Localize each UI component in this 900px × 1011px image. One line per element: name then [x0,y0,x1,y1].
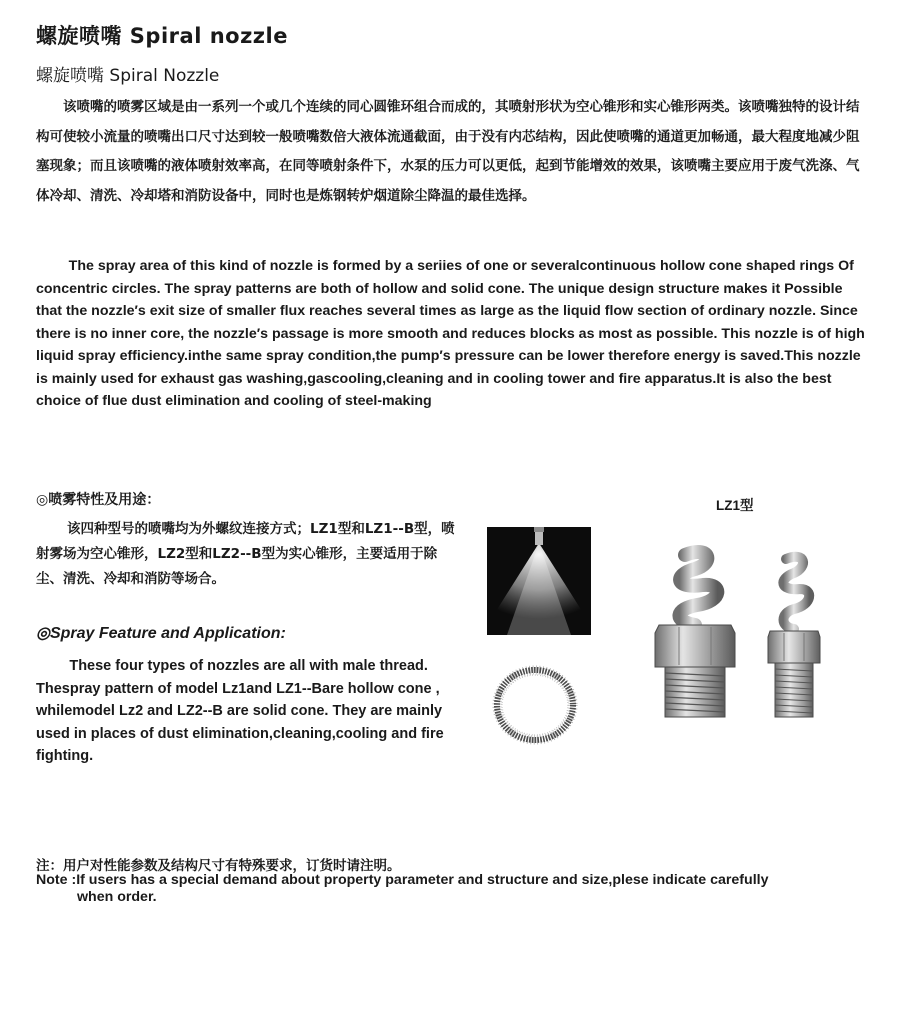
note-en-line2: when order. [77,888,157,905]
feature-paragraph-en: These four types of nozzles are all with male thread. Thespray pattern of model Lz1and LZ1--Bare hollow cone , whilemodel Lz2 and LZ2--B are solid cone. They are mainly used in places of dust elimination,cleaning,cooling and fire fighting. [36,658,444,764]
note-cn: 注：用户对性能参数及结构尺寸有特殊要求，订货时请注明。 [36,858,401,874]
page-subtitle: 螺旋喷嘴 Spiral Nozzle [36,66,220,86]
feature-paragraph-cn: 该四种型号的喷嘴均为外螺纹连接方式；LZ1型和LZ1--B型，喷射雾场为空心锥形，LZ2型和LZ2--B型为实心锥形，主要适用于除尘、清洗、冷却和消防等场合。 [36,521,455,587]
intro-paragraph-en: The spray area of this kind of nozzle is formed by a seriies of one or severalcontinuous hollow cone shaped rings Of concentric circles. The spray patterns are both of hollow and solid cone. The unique design structure makes it Possible that the nozzle′s exit size of smaller flux reaches several times as large as the liquid flow section of ordinary nozzle. Since there is no inner core, the nozzle′s passage is more smooth and reduces blocks as most as possible. This nozzle is of high liquid spray efficiency.inthe same spray condition,the pump′s pressure can be lower therefore energy is saved.This nozzle is mainly used for exhaust gas washing,gascooling,cleaning and in cooling tower and fire apparatus.It is also the best choice of flue dust elimination and cooling of steel-making [36,258,865,409]
note-en-line1: Note :If users has a special demand about property parameter and structure and size,plese indicate carefully [36,872,769,888]
model-label: LZ1型 [716,498,754,513]
feature-heading-cn: ◎喷雾特性及用途： [36,492,161,508]
spiral-nozzle-large [645,545,745,725]
spiral-nozzle-small [762,545,826,725]
intro-paragraph-cn: 该喷嘴的喷雾区域是由一系列一个或几个连续的同心圆锥环组合而成的，其喷射形状为空心锥形和实心锥形两类。该喷嘴独特的设计结构可使较小流量的喷嘴出口尺寸达到较一般喷嘴数倍大液体流通截面，由于没有内芯结构，因此使喷嘴的通道更加畅通，最大程度地减少阻塞现象；而且该喷嘴的液体喷射效率高，在同等喷射条件下，水泵的压力可以更低，起到节能增效的效果，该喷嘴主要应用于废气洗涤、气体冷却、清洗、冷却塔和消防设备中，同时也是炼钢转炉烟道除尘降温的最佳选择。 [36,99,860,204]
feature-heading-en: ◎Spray Feature and Application: [36,625,286,642]
spray-cone-photo [487,527,591,635]
spray-ring-pattern [488,660,582,750]
note-en [36,872,836,905]
page-title: 螺旋喷嘴 Spiral nozzle [36,24,288,48]
